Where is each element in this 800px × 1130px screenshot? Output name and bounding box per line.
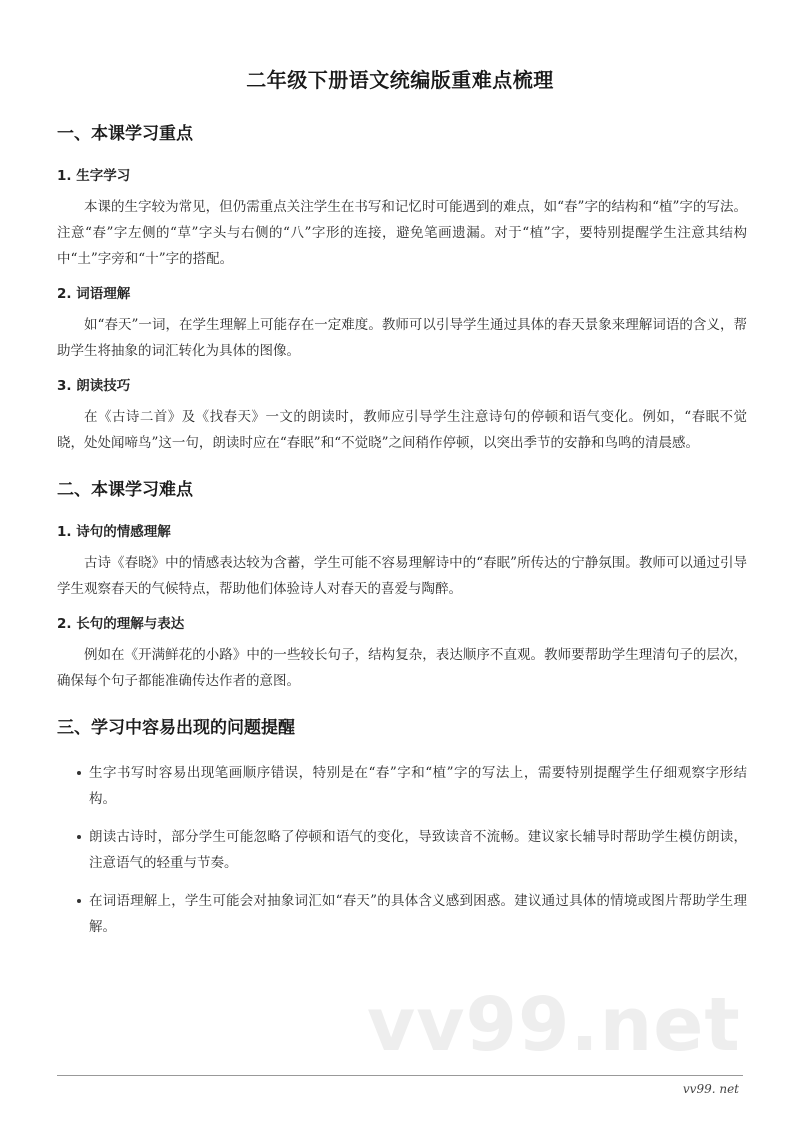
list-item-text: 朗读古诗时，部分学生可能忽略了停顿和语气的变化，导致读音不流畅。建议家长辅导时帮助学生模仿朗读，注意语气的轻重与节奏。: [89, 829, 747, 871]
bullet-icon: [77, 835, 81, 839]
paragraph: 古诗《春晓》中的情感表达较为含蓄，学生可能不容易理解诗中的“春眠”所传达的宁静氛围。教师可以通过引导学生观察春天的气候特点，帮助他们体验诗人对春天的喜爱与陶醉。: [57, 555, 747, 597]
paragraph: 例如在《开满鲜花的小路》中的一些较长句子，结构复杂，表达顺序不直观。教师要帮助学生理清句子的层次，确保每个句子都能准确传达作者的意图。: [57, 647, 747, 689]
subsection-heading: 2. 词语理解: [57, 286, 131, 302]
bullet-icon: [77, 899, 81, 903]
subsection-heading: 2. 长句的理解与表达: [57, 616, 185, 632]
subsection-heading: 3. 朗读技巧: [57, 378, 131, 394]
document-body: [57, 122, 747, 962]
footer-text: vv99. net: [682, 1082, 739, 1096]
list-item: [77, 888, 747, 940]
document-title: 二年级下册语文统编版重难点梳理: [246, 68, 554, 92]
paragraph: 在《古诗二首》及《找春天》一文的朗读时，教师应引导学生注意诗句的停顿和语气变化。例如，“春眠不觉晓，处处闻啼鸟”这一句，朗读时应在“春眠”和“不觉晓”之间稍作停顿，以突出季节的安静和鸟鸣的清晨感。: [57, 409, 747, 451]
subsection-heading: 1. 诗句的情感理解: [57, 524, 171, 540]
section-heading: 一、本课学习重点: [57, 124, 193, 144]
list-item: [77, 824, 747, 876]
paragraph: 如“春天”一词，在学生理解上可能存在一定难度。教师可以引导学生通过具体的春天景象来理解词语的含义，帮助学生将抽象的词汇转化为具体的图像。: [57, 317, 747, 359]
section-key-points: [57, 122, 747, 456]
list-item-text: 生字书写时容易出现笔画顺序错误，特别是在“春”字和“植”字的写法上，需要特别提醒学生仔细观察字形结构。: [89, 765, 747, 807]
bullet-list: [57, 760, 747, 940]
watermark: vv99.net: [367, 982, 741, 1068]
list-item: [77, 760, 747, 812]
subsection-heading: 1. 生字学习: [57, 168, 131, 184]
section-heading: 三、学习中容易出现的问题提醒: [57, 718, 295, 738]
list-item-text: 在词语理解上，学生可能会对抽象词汇如“春天”的具体含义感到困惑。建议通过具体的情境或图片帮助学生理解。: [89, 893, 747, 935]
footer-divider: [57, 1075, 743, 1076]
paragraph: 本课的生字较为常见，但仍需重点关注学生在书写和记忆时可能遇到的难点，如“春”字的结构和“植”字的写法。注意“春”字左侧的“草”字头与右侧的“八”字形的连接，避免笔画遗漏。对于“植”字，要特别提醒学生注意其结构中“土”字旁和“十”字的搭配。: [57, 199, 747, 267]
section-heading: 二、本课学习难点: [57, 480, 193, 500]
section-difficulties: [57, 478, 747, 694]
bullet-icon: [77, 771, 81, 775]
section-common-problems: [57, 716, 747, 940]
